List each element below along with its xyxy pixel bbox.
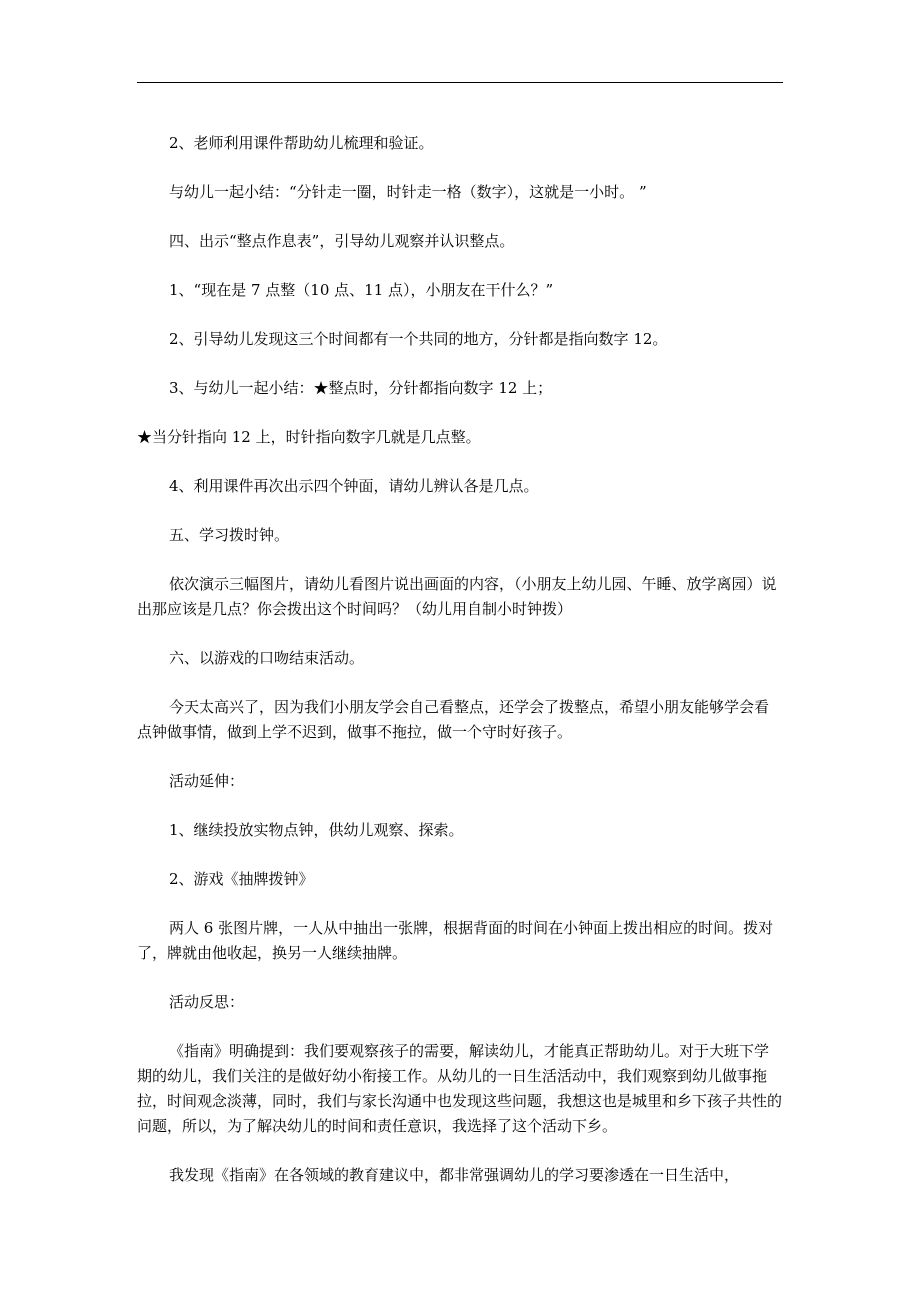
paragraph: 1、继续投放实物点钟，供幼儿观察、探索。 xyxy=(169,821,464,839)
paragraph: 四、出示“整点作息表”，引导幼儿观察并认识整点。 xyxy=(169,232,515,250)
paragraph: 我发现《指南》在各领域的教育建议中，都非常强调幼儿的学习要渗透在一日生活中， xyxy=(169,1166,740,1184)
paragraph: 3、与幼儿一起小结：★整点时，分针都指向数字 12 上； xyxy=(169,379,553,397)
header-rule xyxy=(137,82,783,83)
paragraph: 两人 6 张图片牌，一人从中抽出一张牌，根据背面的时间在小钟面上拨出相应的时间。拨对了，牌就由他收起，换另一人继续抽牌。 xyxy=(137,919,774,962)
paragraph: 五、学习拨时钟。 xyxy=(169,526,290,544)
paragraph: 《指南》明确提到：我们要观察孩子的需要，解读幼儿，才能真正帮助幼儿。对于大班下学期的幼儿，我们关注的是做好幼小衔接工作。从幼儿的一日生活活动中，我们观察到幼儿做事拖拉，时间观念淡薄，同时，我们与家长沟通中也发现这些问题，我想这也是城里和乡下孩子共性的问题，所以，为了解决幼儿的时间和责任意识，我选择了这个活动下乡。 xyxy=(137,1042,783,1135)
paragraph: 2、引导幼儿发现这三个时间都有一个共同的地方，分针都是指向数字 12。 xyxy=(169,330,668,348)
paragraph: ★当分针指向 12 上，时针指向数字几就是几点整。 xyxy=(137,428,481,446)
paragraph: 活动延伸： xyxy=(169,772,245,790)
paragraph: 4、利用课件再次出示四个钟面，请幼儿辨认各是几点。 xyxy=(169,477,539,495)
paragraph: 依次演示三幅图片，请幼儿看图片说出画面的内容，（小朋友上幼儿园、午睡、放学离园）说出那应该是几点？你会拨出这个时间吗？（幼儿用自制小时钟拨） xyxy=(137,575,777,618)
document-body xyxy=(137,131,783,1188)
paragraph: 今天太高兴了，因为我们小朋友学会自己看整点，还学会了拨整点，希望小朋友能够学会看点钟做事情，做到上学不迟到，做事不拖拉，做一个守时好孩子。 xyxy=(137,698,770,741)
paragraph: 与幼儿一起小结：“分针走一圈，时针走一格（数字），这就是一小时。 ” xyxy=(169,183,647,201)
paragraph: 2、游戏《抽牌拨钟》 xyxy=(169,870,314,888)
paragraph: 六、以游戏的口吻结束活动。 xyxy=(169,649,365,667)
paragraph: 活动反思： xyxy=(169,993,245,1011)
paragraph: 2、老师利用课件帮助幼儿梳理和验证。 xyxy=(169,134,434,152)
paragraph: 1、“现在是 7 点整（10 点、11 点），小朋友在干什么？” xyxy=(169,281,554,299)
